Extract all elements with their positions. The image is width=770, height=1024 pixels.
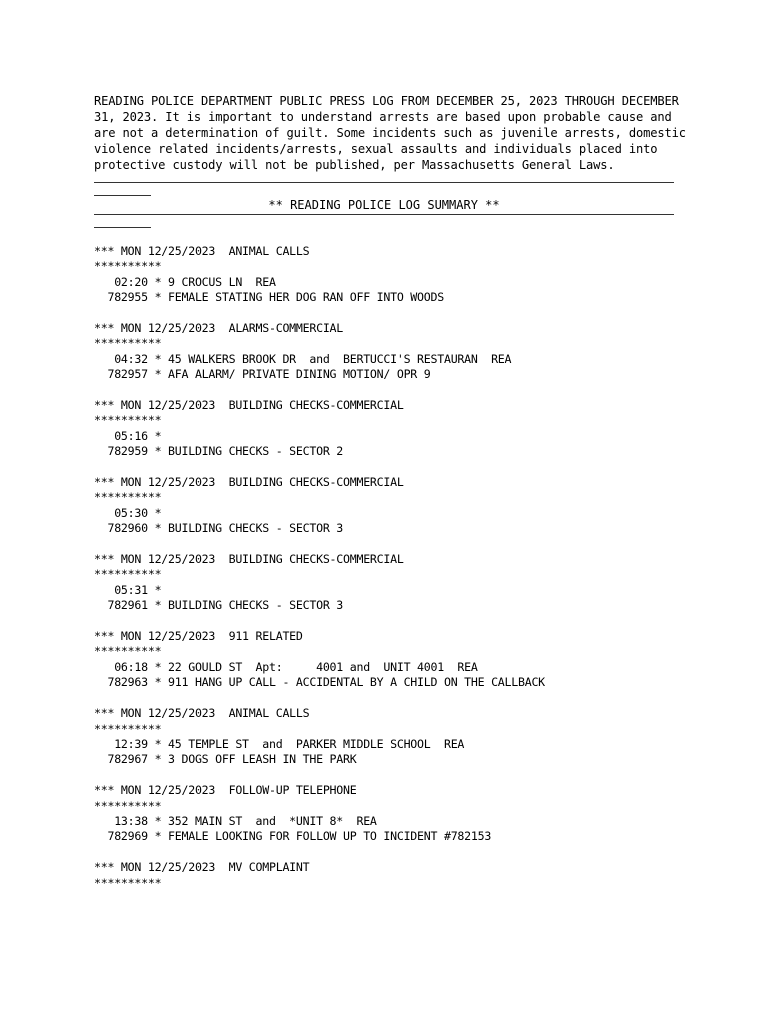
log-entry [94, 398, 694, 460]
top-rule [94, 173, 694, 195]
intro-paragraph: READING POLICE DEPARTMENT PUBLIC PRESS LOG FROM DECEMBER 25, 2023 THROUGH DECEMBER 31, 2023. It is important to understand arrests are based upon probable cause and are not a determination of guilt. Some incidents such as juvenile arrests, domestic violence related incidents/arrests, sexual assaults and individuals placed into protective custody will not be published, per Massachusetts General Laws. [94, 94, 686, 172]
entry-stars: ********** [94, 490, 162, 505]
press-log-page [94, 93, 694, 906]
entry-time-location: 05:31 * [94, 582, 162, 597]
log-entries [94, 244, 694, 891]
entry-stars: ********** [94, 567, 162, 582]
entry-stars: ********** [94, 875, 162, 890]
entry-header: *** MON 12/25/2023 FOLLOW-UP TELEPHONE [94, 783, 357, 798]
log-entry [94, 783, 694, 845]
log-entry [94, 321, 694, 383]
entry-header: *** MON 12/25/2023 ANIMAL CALLS [94, 244, 310, 258]
entry-time-location: 02:20 * 9 CROCUS LN REA [94, 274, 276, 289]
log-entry [94, 475, 694, 537]
entry-stars: ********** [94, 259, 162, 274]
entry-time-location: 05:16 * [94, 428, 162, 443]
entry-header: *** MON 12/25/2023 911 RELATED [94, 629, 303, 644]
summary-title: ** READING POLICE LOG SUMMARY ** [268, 198, 500, 212]
entry-time-location: 13:38 * 352 MAIN ST and *UNIT 8* REA [94, 813, 377, 828]
log-entry [94, 552, 694, 614]
log-entry [94, 629, 694, 691]
entry-call-description: 782967 * 3 DOGS OFF LEASH IN THE PARK [94, 752, 357, 767]
entry-header: *** MON 12/25/2023 MV COMPLAINT [94, 860, 310, 875]
entry-header: *** MON 12/25/2023 ANIMAL CALLS [94, 706, 310, 721]
entry-stars: ********** [94, 413, 162, 428]
entry-call-description: 782961 * BUILDING CHECKS - SECTOR 3 [94, 598, 344, 613]
entry-call-description: 782957 * AFA ALARM/ PRIVATE DINING MOTION/ OPR 9 [94, 367, 431, 382]
entry-call-description: 782960 * BUILDING CHECKS - SECTOR 3 [94, 521, 344, 536]
entry-call-description: 782963 * 911 HANG UP CALL - ACCIDENTAL BY A CHILD ON THE CALLBACK [94, 675, 545, 690]
entry-time-location: 04:32 * 45 WALKERS BROOK DR and BERTUCCI'S RESTAURAN REA [94, 351, 512, 366]
entry-stars: ********** [94, 798, 162, 813]
entry-header: *** MON 12/25/2023 BUILDING CHECKS-COMMERCIAL [94, 475, 404, 490]
log-entry [94, 706, 694, 768]
entry-time-location: 05:30 * [94, 505, 162, 520]
entry-time-location: 06:18 * 22 GOULD ST Apt: 4001 and UNIT 4001 REA [94, 659, 478, 674]
bottom-rule [94, 205, 694, 227]
entry-call-description: 782955 * FEMALE STATING HER DOG RAN OFF INTO WOODS [94, 290, 444, 305]
rule-line-tail [94, 195, 151, 196]
entry-call-description: 782969 * FEMALE LOOKING FOR FOLLOW UP TO INCIDENT #782153 [94, 829, 492, 844]
entry-time-location: 12:39 * 45 TEMPLE ST and PARKER MIDDLE SCHOOL REA [94, 736, 465, 751]
entry-call-description: 782959 * BUILDING CHECKS - SECTOR 2 [94, 444, 344, 459]
entry-stars: ********** [94, 336, 162, 351]
rule-line [94, 214, 674, 215]
entry-header: *** MON 12/25/2023 BUILDING CHECKS-COMMERCIAL [94, 552, 404, 567]
entry-header: *** MON 12/25/2023 BUILDING CHECKS-COMMERCIAL [94, 398, 404, 413]
log-entry [94, 244, 694, 306]
entry-stars: ********** [94, 644, 162, 659]
log-entry [94, 860, 694, 891]
rule-line-tail [94, 227, 151, 228]
rule-line [94, 182, 674, 183]
entry-stars: ********** [94, 721, 162, 736]
entry-header: *** MON 12/25/2023 ALARMS-COMMERCIAL [94, 321, 344, 336]
